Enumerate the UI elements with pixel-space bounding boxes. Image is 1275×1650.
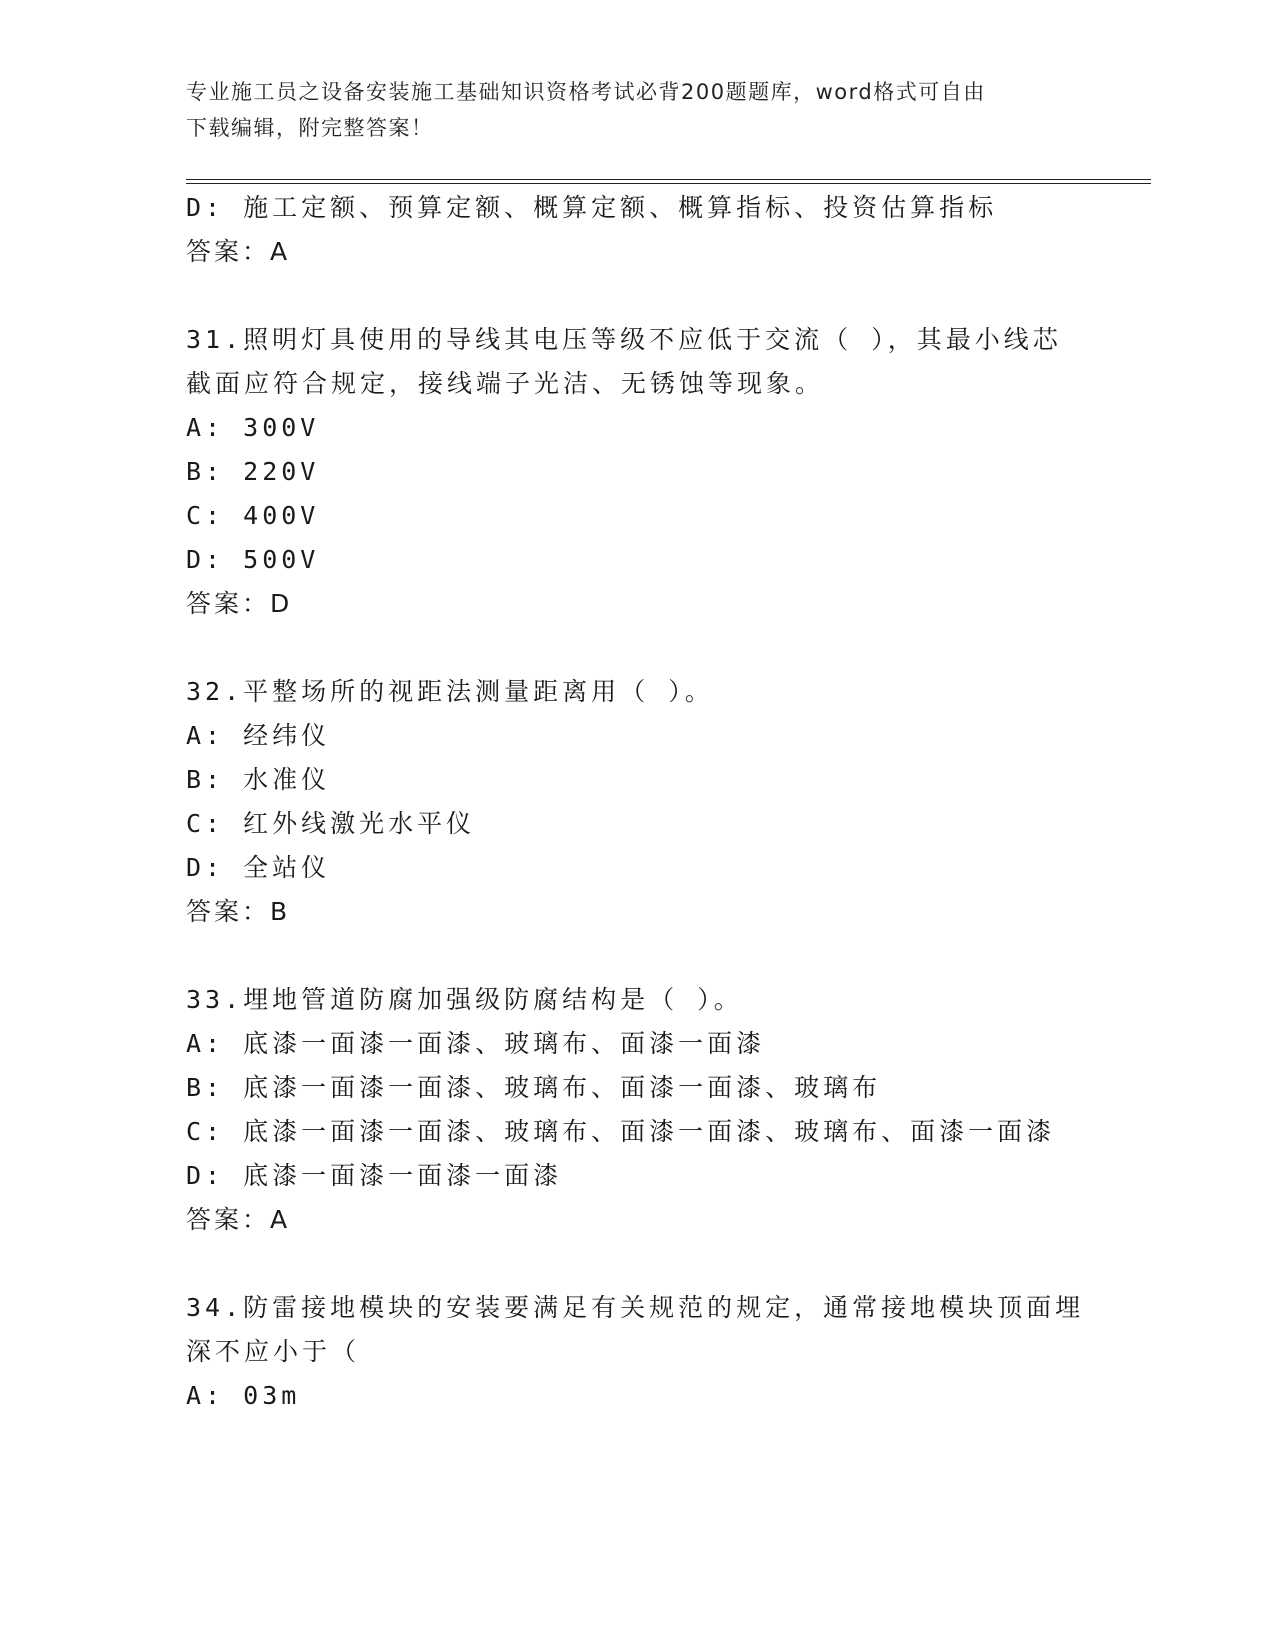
q31-option-b: B: 220V — [186, 457, 320, 486]
q33-option-a: A: 底漆一面漆一面漆、玻璃布、面漆一面漆 — [186, 1029, 766, 1058]
header-title-line-2: 下载编辑，附完整答案！ — [186, 116, 434, 140]
q32-option-d: D: 全站仪 — [186, 853, 331, 882]
q34-stem-line-1: 34.防雷接地模块的安装要满足有关规范的规定，通常接地模块顶面埋 — [186, 1293, 1085, 1322]
q31-answer: 答案：D — [186, 589, 293, 618]
q32-option-b: B: 水准仪 — [186, 765, 331, 794]
q31-stem-line-2: 截面应符合规定，接线端子光洁、无锈蚀等现象。 — [186, 369, 825, 398]
q32-option-a: A: 经纬仪 — [186, 721, 331, 750]
q33-option-b: B: 底漆一面漆一面漆、玻璃布、面漆一面漆、玻璃布 — [186, 1073, 882, 1102]
q31-option-d: D: 500V — [186, 545, 320, 574]
q32-answer: 答案：B — [186, 897, 291, 926]
prev-answer: 答案：A — [186, 237, 291, 266]
header-divider-top — [186, 179, 1151, 180]
q33-option-c: C: 底漆一面漆一面漆、玻璃布、面漆一面漆、玻璃布、面漆一面漆 — [186, 1117, 1056, 1146]
header-title-line-1: 专业施工员之设备安装施工基础知识资格考试必背200题题库，word格式可自由 — [186, 80, 986, 104]
q33-stem: 33.埋地管道防腐加强级防腐结构是（ ）。 — [186, 985, 743, 1014]
document-header — [186, 74, 1086, 146]
q31-option-a: A: 300V — [186, 413, 320, 442]
prev-option-d: D: 施工定额、预算定额、概算定额、概算指标、投资估算指标 — [186, 193, 998, 222]
header-divider-bottom — [186, 183, 1151, 184]
q34-stem-line-2: 深不应小于（ — [186, 1337, 361, 1366]
q32-option-c: C: 红外线激光水平仪 — [186, 809, 476, 838]
q32-stem: 32.平整场所的视距法测量距离用（ ）。 — [186, 677, 714, 706]
q34-option-a: A: 03m — [186, 1381, 301, 1410]
q33-option-d: D: 底漆一面漆一面漆一面漆 — [186, 1161, 563, 1190]
q31-stem-line-1: 31.照明灯具使用的导线其电压等级不应低于交流（ ），其最小线芯 — [186, 325, 1062, 354]
q31-option-c: C: 400V — [186, 501, 320, 530]
q33-answer: 答案：A — [186, 1205, 291, 1234]
